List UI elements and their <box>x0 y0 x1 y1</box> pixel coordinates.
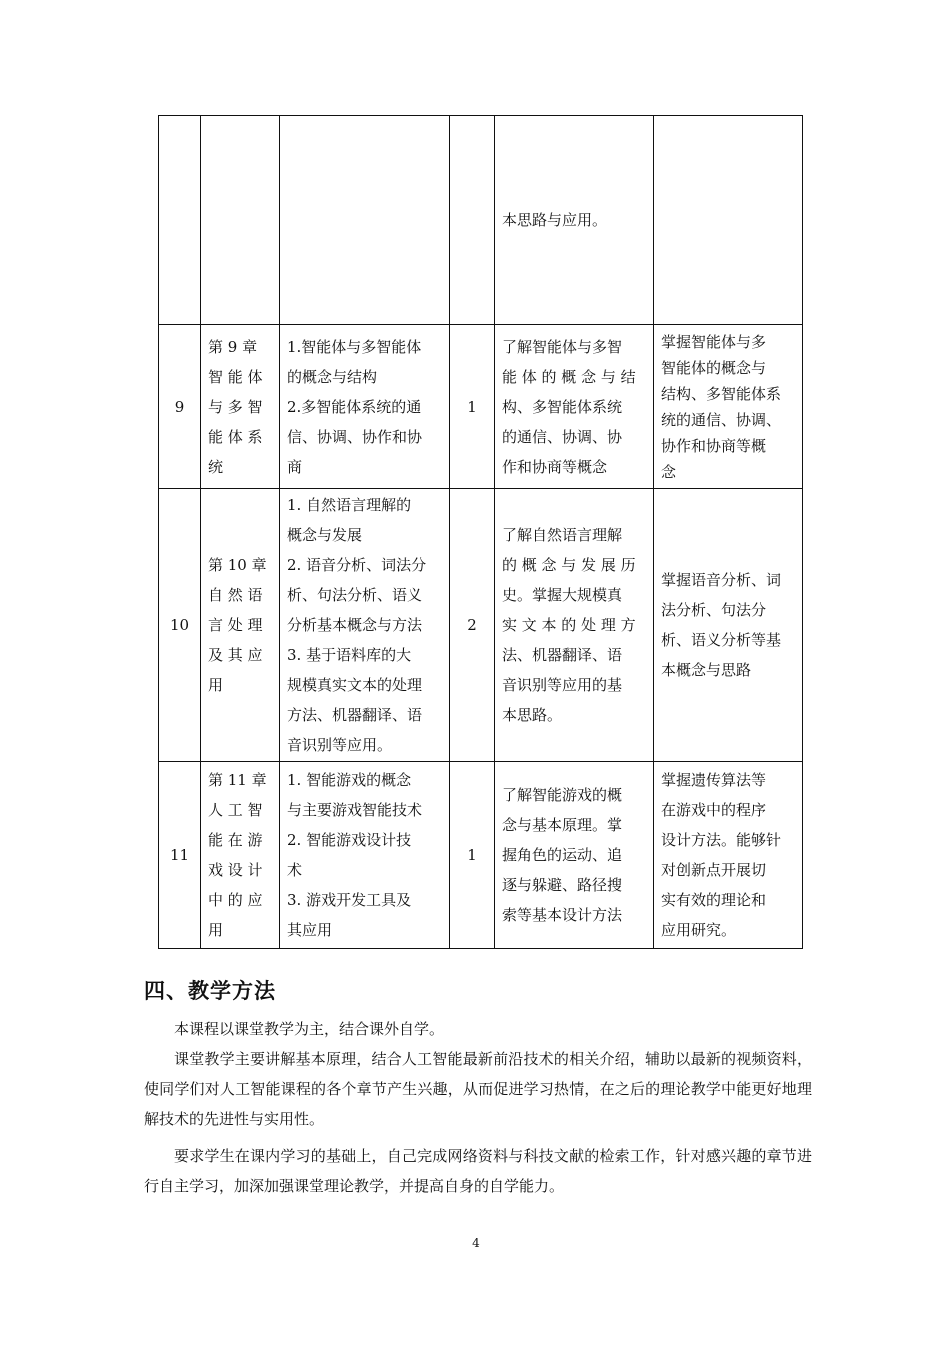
cell-requirement <box>654 489 803 762</box>
table-row-continued <box>159 116 803 325</box>
text-line: 言 处 理 <box>208 616 263 634</box>
text-line: 能 体 的 概 念 与 结 <box>502 367 636 386</box>
text-line: 2. 智能游戏设计技 <box>287 831 412 849</box>
cell-chapter <box>201 762 280 949</box>
cell-hours: 1 <box>450 762 495 949</box>
section-heading: 四、教学方法 <box>144 978 276 1003</box>
objective-text: 本思路与应用。 <box>502 211 608 229</box>
cell-content <box>280 762 450 949</box>
table-row <box>159 325 803 489</box>
paragraph: 本课程以课堂教学为主，结合课外自学。 <box>174 1020 445 1038</box>
cell-content <box>280 325 450 489</box>
cell-content <box>280 116 450 325</box>
text-line: 音识别等应用。 <box>287 736 393 754</box>
text-line: 商 <box>287 457 303 476</box>
text-line: 统的通信、协调、 <box>661 410 782 429</box>
text-line: 掌握智能体与多 <box>661 332 767 351</box>
text-line: 法、机器翻译、语 <box>502 646 623 664</box>
text-line: 逐与躲避、路径搜 <box>502 876 623 894</box>
cell-requirement <box>654 116 803 325</box>
text-line: 第 11 章 <box>208 771 267 789</box>
paragraph: 课堂教学主要讲解基本原理，结合人工智能最新前沿技术的相关介绍，辅助以最新的视频资料，使同学们对人工智能课程的各个章节产生兴趣，从而促进学习热情，在之后的理论教学中能更好地理解技术的先进性与实用性。 <box>144 1050 812 1128</box>
cell-requirement <box>654 325 803 489</box>
text-line: 3. 游戏开发工具及 <box>287 891 412 909</box>
text-line: 实 文 本 的 处 理 方 <box>502 616 636 634</box>
cell-objective <box>495 116 654 325</box>
text-line: 掌握遗传算法等 <box>661 771 767 789</box>
text-line: 其应用 <box>287 921 333 939</box>
text-line: 了解自然语言理解 <box>502 526 623 544</box>
cell-requirement <box>654 762 803 949</box>
text-line: 分析基本概念与方法 <box>287 616 423 634</box>
cell-objective <box>495 325 654 489</box>
cell-hours: 2 <box>450 489 495 762</box>
text-line: 协作和协商等概 <box>661 436 767 455</box>
text-line: 在游戏中的程序 <box>661 801 767 819</box>
cell-num <box>159 116 201 325</box>
text-line: 本概念与思路 <box>661 661 752 679</box>
text-line: 用 <box>208 921 224 939</box>
text-line: 智能体的概念与 <box>661 358 767 377</box>
paragraph: 要求学生在课内学习的基础上，自己完成网络资料与科技文献的检索工作，针对感兴趣的章节进行自主学习，加深加强课堂理论教学，并提高自身的自学能力。 <box>144 1147 812 1195</box>
text-line: 1.智能体与多智能体 <box>287 337 422 356</box>
text-line: 构、多智能体系统 <box>502 397 623 416</box>
text-line: 实有效的理论和 <box>661 891 767 909</box>
cell-objective <box>495 489 654 762</box>
text-line: 的通信、协调、协 <box>502 427 623 446</box>
text-line: 用 <box>208 676 224 694</box>
text-line: 方法、机器翻译、语 <box>287 706 423 724</box>
text-line: 2.多智能体系统的通 <box>287 397 422 416</box>
text-line: 结构、多智能体系 <box>661 384 782 403</box>
text-line: 了解智能体与多智 <box>502 337 623 356</box>
text-line: 应用研究。 <box>661 921 737 939</box>
text-line: 能 体 系 <box>208 427 263 446</box>
text-line: 了解智能游戏的概 <box>502 786 623 804</box>
text-line: 本思路。 <box>502 706 563 724</box>
page-number: 4 <box>472 1236 480 1250</box>
text-line: 统 <box>208 457 224 476</box>
cell-hours: 1 <box>450 325 495 489</box>
text-line: 第 9 章 <box>208 337 258 356</box>
text-line: 设计方法。能够针 <box>661 831 782 849</box>
text-line: 念与基本原理。掌 <box>502 816 623 834</box>
text-line: 掌握语音分析、词 <box>661 571 782 589</box>
text-line: 对创新点开展切 <box>661 861 767 879</box>
cell-hours <box>450 116 495 325</box>
table-row <box>159 762 803 949</box>
text-line: 握角色的运动、追 <box>502 846 623 864</box>
text-line: 音识别等应用的基 <box>502 676 623 694</box>
table-row <box>159 489 803 762</box>
text-line: 中 的 应 <box>208 891 263 909</box>
text-line: 第 10 章 <box>208 556 267 574</box>
text-line: 作和协商等概念 <box>502 457 608 476</box>
cell-num: 10 <box>159 489 201 762</box>
course-schedule-table <box>158 115 803 949</box>
text-line: 1. 自然语言理解的 <box>287 496 412 514</box>
cell-content <box>280 489 450 762</box>
text-line: 与 多 智 <box>208 397 263 416</box>
text-line: 概念与发展 <box>287 526 363 544</box>
cell-chapter <box>201 116 280 325</box>
text-line: 念 <box>661 462 677 481</box>
text-line: 3. 基于语料库的大 <box>287 646 412 664</box>
cell-num: 9 <box>159 325 201 489</box>
text-line: 的概念与结构 <box>287 367 378 386</box>
text-line: 术 <box>287 861 303 879</box>
text-line: 析、句法分析、语义 <box>287 586 423 604</box>
text-line: 智 能 体 <box>208 367 263 386</box>
text-line: 规模真实文本的处理 <box>287 676 423 694</box>
text-line: 自 然 语 <box>208 586 263 604</box>
text-line: 法分析、句法分 <box>661 601 767 619</box>
cell-chapter <box>201 489 280 762</box>
text-line: 及 其 应 <box>208 646 263 664</box>
text-line: 信、协调、协作和协 <box>287 427 423 446</box>
text-line: 的 概 念 与 发 展 历 <box>502 556 636 574</box>
text-line: 1. 智能游戏的概念 <box>287 771 412 789</box>
text-line: 人 工 智 <box>208 801 263 819</box>
text-line: 与主要游戏智能技术 <box>287 801 423 819</box>
cell-objective <box>495 762 654 949</box>
text-line: 析、语义分析等基 <box>661 631 782 649</box>
text-line: 2. 语音分析、词法分 <box>287 556 427 574</box>
text-line: 索等基本设计方法 <box>502 906 623 924</box>
cell-num: 11 <box>159 762 201 949</box>
text-line: 史。掌握大规模真 <box>502 586 623 604</box>
cell-chapter <box>201 325 280 489</box>
text-line: 能 在 游 <box>208 831 263 849</box>
text-line: 戏 设 计 <box>208 861 263 879</box>
